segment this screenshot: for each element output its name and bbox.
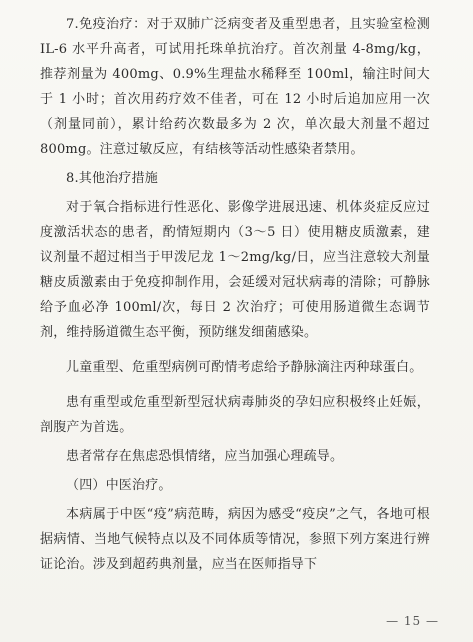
paragraph-pregnant-treatment: 患有重型或危重型新型冠状病毒肺炎的孕妇应积极终止妊娠，剖腹产为首选。 [40,395,430,435]
paragraph-other-treatment: 对于氧合指标进行性恶化、影像学进展迅速、机体炎症反应过度激活状态的患者，酌情短期内（3～5 日）使用糖皮质激素，建议剂量不超过相当于甲泼尼龙 1～2mg/kg/日，应当注意较大剂量糖皮质激素由于免疫抑制作用，会延缓对冠状病毒的清除；可静脉给予血必净 100ml/次，每日 2 次治疗；可使用肠道微生态调节剂，维持肠道微生态平衡，预防继发细菌感染。 [40,200,430,340]
page-number: — 15 — [386,614,439,628]
paragraph-psychological-care: 患者常存在焦虑恐惧情绪，应当加强心理疏导。 [66,449,344,464]
paragraph-children-treatment: 儿童重型、危重型病例可酌情考虑给予静脉滴注丙种球蛋白。 [66,360,423,375]
paragraph-tcm-treatment: 本病属于中医“疫”病范畴，病因为感受“疫戾”之气，各地可根据病情、当地气候特点以及不同体质等情况，参照下列方案进行辨证论治。涉及到超药典剂量，应当在医师指导下 [40,507,430,572]
section-heading-other-treatment: 8.其他治疗措施 [66,171,159,186]
document-body [40,12,430,577]
paragraph-immunotherapy: 7.免疫治疗：对于双肺广泛病变者及重型患者，且实验室检测 IL-6 水平升高者，可试用托珠单抗治疗。首次剂量 4-8mg/kg，推荐剂量为 400mg、0.9%生理盐水稀释至 100ml，输注时间大于 1 小时；首次用药疗效不佳者，可在 12 小时后追加应用一次（剂量同前），累计给药次数最多为 2 次，单次最大剂量不超过 800mg。注意过敏反应，有结核等活动性感染者禁用。 [40,17,430,157]
section-heading-tcm-treatment: （四）中医治疗。 [66,478,172,493]
